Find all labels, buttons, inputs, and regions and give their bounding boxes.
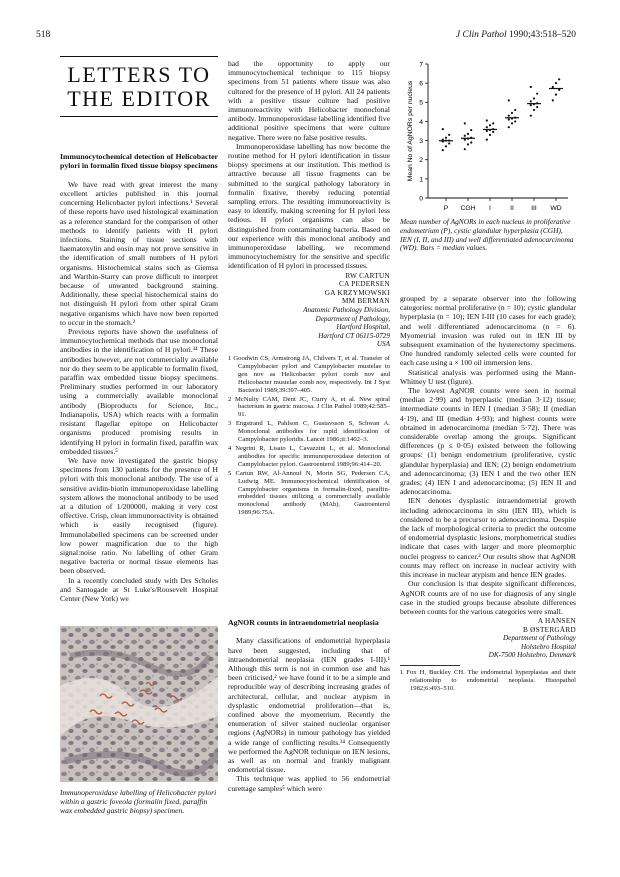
- section-heading: [60, 56, 218, 117]
- data-point: [508, 118, 510, 120]
- data-point: [536, 93, 538, 95]
- data-point: [492, 122, 494, 124]
- data-point: [489, 124, 491, 126]
- paragraph: IEN denotes dysplastic intraendometrial growth including adenocarcinoma in situ (IEN III), which is considered to be a precursor to adenocarcinoma. Despite the lack of morphological criteria to predict the outcome of endometrial dysplastic lesions, morphometrical studies indicate that cases with larger and more pleomorphic nuclei progress to cancer.² Our results show that AgNOR counts may reflect on increase in nuclear activity with this increase in nuclear atypism and hence IEN grades.: [400, 496, 576, 580]
- column-3: [400, 294, 576, 694]
- affiliation-line: Hartford Hospital,: [336, 323, 390, 332]
- y-tick-label: 6: [419, 80, 423, 88]
- data-point: [445, 145, 447, 147]
- references-list-2: [400, 669, 576, 693]
- data-point: [448, 134, 450, 136]
- author-block-1: [228, 272, 390, 349]
- reference-item: 4 Negrini R, Lisato L, Cavazzini L, et al. Monoclonal antibodies for specific immunoperoxidase detection of Campylobacter pylori. Gastroenterol 1989;96:414–20.: [228, 444, 390, 468]
- data-point: [511, 112, 513, 114]
- reference-item: 2 McNulty CAM, Dent JC, Curry A, et al. New spiral bacterium in gastric mucosa. J Clin Pathol 1989;42:585–91.: [228, 395, 390, 419]
- data-point: [464, 135, 466, 137]
- data-point: [442, 149, 444, 151]
- data-point: [445, 137, 447, 139]
- y-tick-label: 0: [419, 195, 423, 203]
- data-point: [514, 109, 516, 111]
- author-name: GA KRZYMOWSKI: [324, 288, 390, 297]
- reference-item: 3 Engstrand L, Pahlson C, Gustavsson S, Schwan A. Monoclonal antibodies for rapid identification of Campylobacter pyloridis. Lancet 1986;ii:1402–3.: [228, 420, 390, 444]
- data-point: [533, 97, 535, 99]
- affiliation-line: Hartford CT 06115-0729: [318, 331, 390, 340]
- data-point: [470, 141, 472, 143]
- x-tick-label: WD: [550, 205, 562, 212]
- paragraph: Immunoperoxidase labelling has now become the routine method for H pylori identification in tissue biopsy specimens at our institution. This method is attractive because all tissue fragments can be submitted to the surgical pathology laboratory in formalin fixative, thereby reducing potential sampling errors. The resulting immunoreactivity is easy to identify, making screening for H pylori less tedious. H pylori organisms can also be distinguished from contaminating bacteria. Based on our experience with this monoclonal antibody and immunoperoxidase labelling, we recommend immunocytochemistry for the sensitive and specific identification of H pylori in processed tissues.: [228, 141, 390, 271]
- author-block-2: [400, 617, 576, 660]
- data-point: [530, 100, 532, 102]
- data-point: [448, 142, 450, 144]
- affiliation-line: USA: [376, 340, 390, 349]
- data-point: [486, 119, 488, 121]
- data-point: [530, 115, 532, 117]
- x-tick-label: P: [443, 205, 449, 212]
- data-point: [442, 128, 444, 130]
- data-point: [486, 130, 488, 132]
- paragraph: Our conclusion is that despite significant differences, AgNOR counts are of no use for diagnosis of any single case in the studied groups because absolute differences between counts for the various categories were small.: [400, 579, 576, 616]
- data-point: [508, 115, 510, 117]
- x-tick-label: I: [489, 205, 491, 212]
- data-point: [508, 99, 510, 101]
- y-tick-label: 7: [419, 61, 423, 69]
- data-point: [552, 99, 554, 101]
- data-point: [552, 86, 554, 88]
- affiliation-line: Holstebro Hospital: [520, 642, 576, 651]
- y-tick-label: 3: [419, 137, 423, 145]
- references-list-1: [228, 355, 390, 517]
- data-point: [555, 94, 557, 96]
- column-1: [60, 152, 218, 603]
- paragraph: Statistical analysis was performed using the Mann-Whitney U test (figure).: [400, 367, 576, 386]
- reference-item: 1 Fox H, Buckley CH. The endometrial hyperplasias and their relationship to endometrial neoplasia. Histopathol 1982;6:493–510.: [400, 669, 576, 692]
- article-title-agnor: AgNOR counts in intraendometrial neoplasia: [228, 618, 379, 627]
- data-point: [530, 86, 532, 88]
- affiliation-line: Department of Pathology,: [315, 314, 390, 323]
- y-tick-label: 4: [419, 118, 423, 126]
- column-2-lower: [228, 618, 390, 793]
- paragraph: In a recently concluded study with Drs Scholes and Santogade at St Luke's/Roosevelt Hospital Center (New York) we: [60, 575, 218, 603]
- section-title-line-2: THE EDITOR: [67, 86, 211, 111]
- data-point: [558, 78, 560, 80]
- micrograph-caption: Immunoperoxidase labelling of Helicobacter pylori within a gastric foveola (formalin fixed, paraffin wax embedded gastric biopsy) specimen.: [60, 788, 217, 816]
- data-point: [533, 109, 535, 111]
- reference-item: 5 Cartun RW, Al-Annouf N, Morin SG, Pedersen CA, Ludwig ME. Immunocytochemical identification of Campylobacter organisms in formalin-fixed, paraffin-embedded tissues utilizing a commercially available monoclonal antibody (MAb). Gastroenterol 1989;96:75A.: [228, 469, 390, 517]
- y-tick-label: 5: [419, 99, 423, 107]
- page-number: 518: [36, 30, 51, 40]
- paragraph: The lowest AgNOR counts were seen in normal (median 2·99) and hyperplastic (median 3·12) tissue; intermediate counts in IEN I (median 3·58); II (median 4·19), and III (median 4·93); and highest counts were obtained in adenocarcinoma (median 5·72). There was considerable overlap among the groups. Significant differences (p ≤ 0·05) existed between the following groups: (1) benign endometrium (proliferative, cystic glandular hyperplasia) and IEN; (2) benign endometrium and adenocarcinoma; (3) IEN I and the two other IEN grades; (4) IEN I and adenocarcinoma; (5) IEN II and adenocarcinoma.: [400, 386, 576, 497]
- section-title-line-1: LETTERS TO: [67, 62, 211, 87]
- author-name: MM BERMAN: [341, 297, 390, 306]
- reference-divider: [400, 665, 460, 666]
- data-point: [467, 143, 469, 145]
- micrograph-figure: [60, 626, 218, 782]
- chart-caption: Mean number of AgNORs in each nucleus in proliferative endometrium (P), cystic glandular hyperplasia (CGH), IEN (I, II, and III) and well differentiated adenocarcinoma (WD). Bars = median values.: [400, 217, 574, 253]
- paragraph: We have now investigated the gastric biopsy specimens from 130 patients for the presence of H pylori with this monoclonal antibody. The use of a sensitive avidin-biotin immunoperoxidase labelling system allows the monoclonal antibody to be used at a dilution of 1/200000, making it very cost effective. Crisp, clean immunoreactivity is obtained which is easily recognised (figure). Immunolabelled specimens can be screened under low power magnification due to the high signal:noise ratio. No labelling of other Gram negative bacteria or normal tissue elements has been observed.: [60, 455, 218, 576]
- y-axis-label: Mean No of AgNORs per nucleus: [407, 80, 414, 182]
- affiliation-line: Department of Pathology: [502, 634, 576, 643]
- data-point: [514, 120, 516, 122]
- affiliation-line: Anatomic Pathology Division,: [303, 306, 390, 315]
- data-point: [492, 131, 494, 133]
- x-tick-label: III: [531, 205, 537, 212]
- data-point: [508, 126, 510, 128]
- author-name: A HANSEN: [537, 617, 576, 626]
- author-name: RW CARTUN: [345, 271, 390, 280]
- paragraph: This technique was applied to 56 endometrial curettage samples⁵ which were: [228, 774, 390, 793]
- journal-name: J Clin Pathol: [455, 30, 507, 40]
- paragraph: Previous reports have shown the usefulness of immunocytochemical methods that use monoclonal antibodies in the identification of H pylori.³⁴ These antibodies however, are not commercially available nor do they seem to be applicable to formalin fixed, paraffin wax embedded tissue biopsy specimens. Preliminary studies performed in our laboratory using a commercially available monoclonal antibody (Bioproducts for Science, Inc., Indianapolis, USA) which reacts with a formalin resistant flagellar epitope on Helicobacter organisms produced promising results in identifying H pylori in formalin fixed, paraffin wax embedded tissues.⁵: [60, 327, 218, 456]
- x-tick-label: CGH: [460, 205, 476, 212]
- journal-citation: [456, 30, 576, 40]
- data-point: [536, 106, 538, 108]
- data-point: [467, 133, 469, 135]
- paragraph: Many classifications of endometrial hyperplasia have been suggested, including that of intraendometrial neoplasia (IEN grades I-III).¹ Although this term is not in common use and has been criticised,² we have found it to be a simple and reproducible way of describing increasing grades of architectural, cellular, and nuclear atypism in dysplastic endometrial proliferation—that is, confined above the myometrium. Recently the enumeration of silver stained nucleolar organiser regions (AgNORs) in tumour pathology has yielded a wide range of conflicting results.³⁴ Consequently we performed the AgNOR technique on IEN lesions, as well as on normal and frankly malignant endometrial tissue.: [228, 636, 390, 775]
- data-point: [486, 139, 488, 141]
- data-point: [511, 122, 513, 124]
- data-point: [464, 148, 466, 150]
- y-tick-label: 1: [419, 176, 423, 184]
- data-point: [486, 126, 488, 128]
- y-tick-label: 2: [419, 157, 423, 165]
- agnor-chart: [400, 58, 576, 218]
- data-point: [470, 129, 472, 131]
- data-point: [489, 134, 491, 136]
- paragraph: We have read with great interest the many excellent articles published in this journal concerning Helicobacter pylori infections.¹ Several of these reports have used histological examination as a reference standard for the comparison of other methods to identify patients with H pylori infections. Staining of tissue sections with haematoxylin and eosin may not prove sensitive in the identification of small numbers of H pylori organisms. Histochemical stains such as Giemsa and Warthin-Starry can prove difficult to interpret because of unwanted background staining. Additionally, these special histochemical stains do not distinguish H pylori from other spiral Gram negative organisms which have now been reported to occur in the stomach.²: [60, 179, 218, 327]
- micrograph-image: [60, 626, 218, 782]
- affiliation-line: DK-7500 Holstebro, Denmark: [488, 651, 576, 660]
- x-tick-label: II: [510, 205, 514, 212]
- data-point: [464, 122, 466, 124]
- agnor-chart-svg: [400, 58, 576, 218]
- reference-item: 1 Goodwin CS, Armstrong JA, Chilvers T, et al. Transfer of Campylobacter pylori and Campylobacter mustelae to gen nov as Helicobacter pylori comb nov and Helicobacter mustelae comb nov, respectively. Int J Syst Bacteriol 1989;39:397–405.: [228, 355, 390, 394]
- paragraph: had the opportunity to apply our immunocytochemical technique to 115 biopsy specimens from 51 patients where tissue was also cultured for the presence of H pylori. All 24 patients with a positive tissue culture had positive immunoreactivity with Helicobacter monoclonal antibody. Immunoperoxidase labelling identified five additional positive specimens that were culture negative. There were no false positive results.: [228, 59, 390, 142]
- paragraph: grouped by a separate observer into the following categories: normal proliferative (n = 10); cystic glandular hyperplasia (n = 10); IEN I-III (10 cases for each grade); and well differentiated adenocarcinoma (n = 6). Myometrial invasion was ruled out in IEN III by subsequent examination of the hysterectomy specimens. One hundred randomly selected cells were counted for each case using a × 100 oil immersion lens.: [400, 294, 576, 368]
- article-title-helicobacter: Immunocytochemical detection of Helicobacter pylori in formalin fixed tissue biopsy specimens: [60, 152, 218, 171]
- journal-volume: 1990;43:518–520: [508, 30, 576, 40]
- column-2: [228, 59, 390, 518]
- data-point: [555, 82, 557, 84]
- author-name: B ØSTERGÅRD: [522, 625, 576, 634]
- data-point: [530, 104, 532, 106]
- author-name: CA PEDERSEN: [338, 280, 390, 289]
